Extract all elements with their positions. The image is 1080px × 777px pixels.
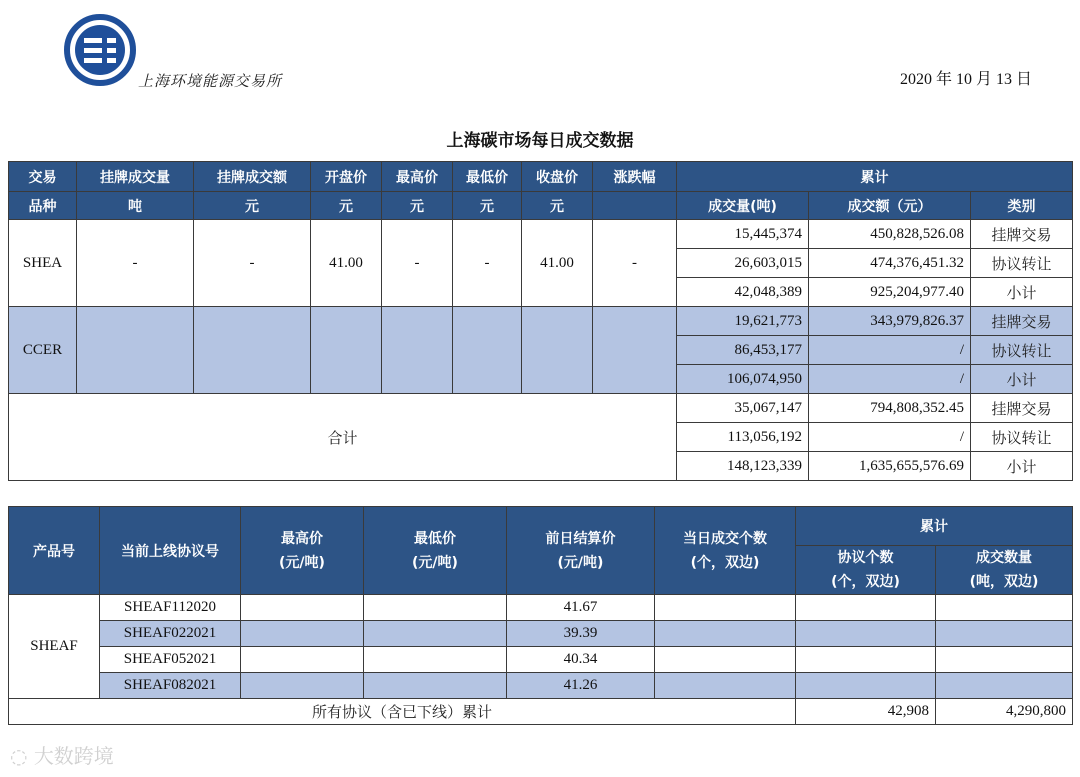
listed-amount: - (194, 220, 311, 307)
watermark-text: 大数跨境 (33, 744, 114, 768)
count-cell (655, 621, 796, 647)
header-settle (507, 507, 655, 595)
cum-qty-cell (936, 621, 1073, 647)
empty-cell (194, 307, 311, 394)
cum-type: 挂牌交易 (971, 307, 1073, 336)
header-listed-volume: 挂牌成交量 (77, 162, 194, 192)
header-count-l1: 当日成交个数 (683, 530, 767, 547)
header-high (241, 507, 364, 595)
header-listed-amount: 挂牌成交额 (194, 162, 311, 192)
total-label: 合计 (9, 394, 677, 481)
settle-price: 40.34 (507, 647, 655, 673)
cum-amount: 794,808,352.45 (809, 394, 971, 423)
variety-name: CCER (9, 307, 77, 394)
unit-yuan: 元 (522, 192, 593, 220)
contract-code: SHEAF052021 (100, 647, 241, 673)
spot-trading-table (8, 161, 1073, 481)
contract-code: SHEAF112020 (100, 595, 241, 621)
table-row (9, 307, 1073, 336)
high-cell (241, 595, 364, 621)
low-cell (364, 621, 507, 647)
cum-volume: 106,074,950 (677, 365, 809, 394)
header-low-l2: (元/吨) (412, 554, 458, 571)
cum-type: 挂牌交易 (971, 220, 1073, 249)
header-open-price: 开盘价 (311, 162, 382, 192)
cum-volume: 19,621,773 (677, 307, 809, 336)
header-cumulative: 累计 (677, 162, 1073, 192)
close-price: 41.00 (522, 220, 593, 307)
header-trade-variety-l2: 品种 (9, 192, 77, 220)
cum-amount: 474,376,451.32 (809, 249, 971, 278)
cum-count-cell (796, 673, 936, 699)
unit-yuan: 元 (453, 192, 522, 220)
high-cell (241, 647, 364, 673)
cum-volume: 86,453,177 (677, 336, 809, 365)
header-cum-qty (936, 546, 1073, 595)
low-cell (364, 595, 507, 621)
cum-count-cell (796, 595, 936, 621)
header-cum-volume: 成交量(吨) (677, 192, 809, 220)
cum-volume: 15,445,374 (677, 220, 809, 249)
cum-amount: 450,828,526.08 (809, 220, 971, 249)
cum-type: 协议转让 (971, 423, 1073, 452)
table-row (9, 621, 1073, 647)
cum-volume: 35,067,147 (677, 394, 809, 423)
settle-price: 39.39 (507, 621, 655, 647)
product-code: SHEAF (9, 595, 100, 699)
cum-volume: 42,048,389 (677, 278, 809, 307)
header-cum-count-l1: 协议个数 (837, 550, 894, 566)
header-cum-amount: 成交额（元） (809, 192, 971, 220)
empty-cell (382, 307, 453, 394)
low-cell (364, 647, 507, 673)
empty-cell (311, 307, 382, 394)
footer-qty: 4,290,800 (936, 699, 1073, 725)
cum-type: 协议转让 (971, 249, 1073, 278)
listed-volume: - (77, 220, 194, 307)
high-price: - (382, 220, 453, 307)
contract-code: SHEAF022021 (100, 621, 241, 647)
table-row (9, 394, 1073, 423)
cum-amount: 925,204,977.40 (809, 278, 971, 307)
contract-code: SHEAF082021 (100, 673, 241, 699)
open-price: 41.00 (311, 220, 382, 307)
empty-cell (77, 307, 194, 394)
table-row (9, 595, 1073, 621)
count-cell (655, 647, 796, 673)
cum-volume: 26,603,015 (677, 249, 809, 278)
variety-name: SHEA (9, 220, 77, 307)
header-change: 涨跌幅 (593, 162, 677, 192)
header-high-price: 最高价 (382, 162, 453, 192)
cum-volume: 113,056,192 (677, 423, 809, 452)
cum-type: 小计 (971, 452, 1073, 481)
header-high-l1: 最高价 (281, 530, 323, 547)
header-settle-l2: (元/吨) (557, 554, 604, 571)
cum-type: 协议转让 (971, 336, 1073, 365)
watermark (10, 740, 114, 769)
empty-cell (593, 307, 677, 394)
logo-script-text: 上海环境能源交易所 (138, 74, 283, 90)
header-low-l1: 最低价 (414, 530, 456, 547)
cum-volume: 148,123,339 (677, 452, 809, 481)
table-row (9, 647, 1073, 673)
cum-qty-cell (936, 673, 1073, 699)
header-cum-qty-l1: 成交数量 (976, 550, 1032, 566)
empty-cell (453, 307, 522, 394)
cum-qty-cell (936, 647, 1073, 673)
page-title: 上海碳市场每日成交数据 (446, 131, 634, 151)
empty-cell (522, 307, 593, 394)
header-contract: 当前上线协议号 (100, 507, 241, 595)
unit-yuan: 元 (382, 192, 453, 220)
cum-amount: 1,635,655,576.69 (809, 452, 971, 481)
unit-yuan: 元 (311, 192, 382, 220)
count-cell (655, 595, 796, 621)
table-row (9, 220, 1073, 249)
cum-type: 小计 (971, 365, 1073, 394)
header-cum-count-l2: (个，双边) (831, 574, 900, 590)
forward-contract-table (8, 506, 1073, 725)
header-close-price: 收盘价 (522, 162, 593, 192)
header-cum-qty-l2: (吨，双边) (969, 574, 1039, 590)
header-low (364, 507, 507, 595)
header-trade-variety-l1: 交易 (9, 162, 77, 192)
header-cum-count (796, 546, 936, 595)
low-price: - (453, 220, 522, 307)
header-settle-l1: 前日结算价 (545, 530, 616, 547)
footer-count: 42,908 (796, 699, 936, 725)
high-cell (241, 673, 364, 699)
header-day-count (655, 507, 796, 595)
header-product: 产品号 (9, 507, 100, 595)
cum-count-cell (796, 647, 936, 673)
change: - (593, 220, 677, 307)
high-cell (241, 621, 364, 647)
cum-amount: 343,979,826.37 (809, 307, 971, 336)
low-cell (364, 673, 507, 699)
cum-count-cell (796, 621, 936, 647)
watermark-logo-icon: ◌ (10, 744, 28, 768)
cum-amount: / (809, 423, 971, 452)
cum-type: 挂牌交易 (971, 394, 1073, 423)
cum-amount: / (809, 365, 971, 394)
count-cell (655, 673, 796, 699)
unit-ton: 吨 (77, 192, 194, 220)
settle-price: 41.67 (507, 595, 655, 621)
table-row (9, 673, 1073, 699)
settle-price: 41.26 (507, 673, 655, 699)
report-date: 2020 年 10 月 13 日 (900, 71, 1033, 88)
header-low-price: 最低价 (453, 162, 522, 192)
header-cumulative: 累计 (796, 507, 1073, 546)
unit-yuan: 元 (194, 192, 311, 220)
cum-amount: / (809, 336, 971, 365)
header-cum-type: 类别 (971, 192, 1073, 220)
unit-empty (593, 192, 677, 220)
header-count-l2: (个，双边) (690, 554, 760, 571)
header-high-l2: (元/吨) (279, 554, 325, 571)
cum-qty-cell (936, 595, 1073, 621)
cum-type: 小计 (971, 278, 1073, 307)
footer-label: 所有协议（含已下线）累计 (9, 699, 796, 725)
table-footer-row (9, 699, 1073, 725)
